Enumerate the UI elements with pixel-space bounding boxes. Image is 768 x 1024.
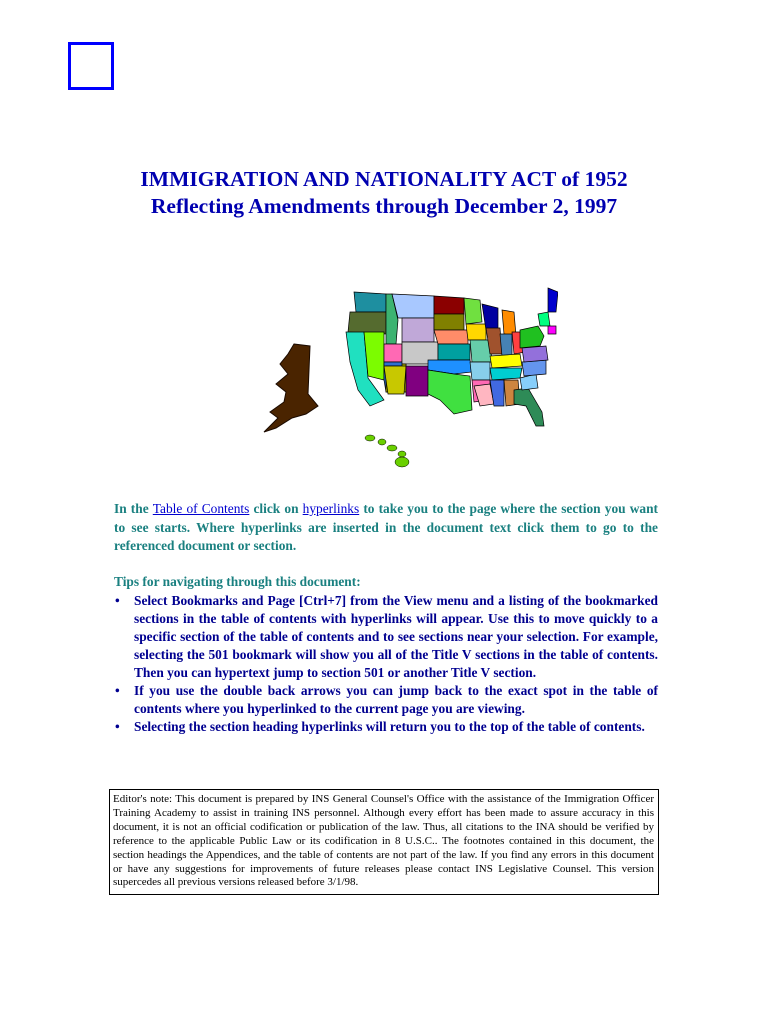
tip-text: If you use the double back arrows you can jump back to the exact spot in the table of contents where you hyperlinked to the current page you are viewing. xyxy=(134,683,658,716)
intro-text-3: to take you to the page where the section you want to see starts. Where hyperlinks are inserted in the document text click them to go to the referenced document or section. xyxy=(114,501,658,553)
title-line-2: Reflecting Amendments through December 2, 1997 xyxy=(150,194,618,218)
editor-note-text: Editor's note: This document is prepared by INS General Counsel's Office with the assistance of the Immigration Officer Training Academy to assist in training INS personnel. Although every effort has been made to assure accuracy in this document, it is not an official codification or publication of the law. Thus, all citations to the INA should be verified by reference to the applicable Public Law or its codification in 8 U.S.C.. The footnotes contained in this document, the section headings the Appendices, and the table of contents are not part of the law. If you find any errors in this document or have any suggestions for improvements of future releases please contact INS Legislative Counsel. This version supercedes all previous versions released before 3/1/98. xyxy=(113,793,654,889)
tip-text: Select Bookmarks and Page [Ctrl+7] from the View menu and a listing of the bookmarked sections in the table of contents with hyperlinks will appear. Use this to move quickly to a specific section of the table of contents and to see sections near your selection. For example, selecting the 501 bookmark will show you all of the Title V sections in the table of contents. Then you can hypertext jump to section 501 or another Title V section. xyxy=(134,593,658,680)
tip-item xyxy=(114,592,658,682)
editor-note-box xyxy=(109,789,659,895)
table-of-contents-link[interactable]: Table of Contents xyxy=(152,501,250,516)
intro-text-2: click on xyxy=(249,501,303,516)
intro-text-1: In the xyxy=(114,501,153,516)
tip-item xyxy=(114,718,658,736)
bullet-icon: • xyxy=(115,593,120,608)
hyperlinks-link[interactable]: hyperlinks xyxy=(302,501,360,516)
tip-item xyxy=(114,682,658,718)
intro-paragraph xyxy=(114,500,658,556)
bullet-icon: • xyxy=(115,719,120,734)
page-title xyxy=(0,166,768,220)
title-line-1: IMMIGRATION AND NATIONALITY ACT of 1952 xyxy=(140,167,628,191)
us-states-map-icon xyxy=(258,282,558,474)
square-outline-icon xyxy=(68,42,114,90)
tips-list xyxy=(114,592,658,736)
bullet-icon: • xyxy=(115,683,120,698)
tip-text: Selecting the section heading hyperlinks will return you to the top of the table of contents. xyxy=(134,719,645,734)
tips-heading: Tips for navigating through this document: xyxy=(114,574,361,589)
